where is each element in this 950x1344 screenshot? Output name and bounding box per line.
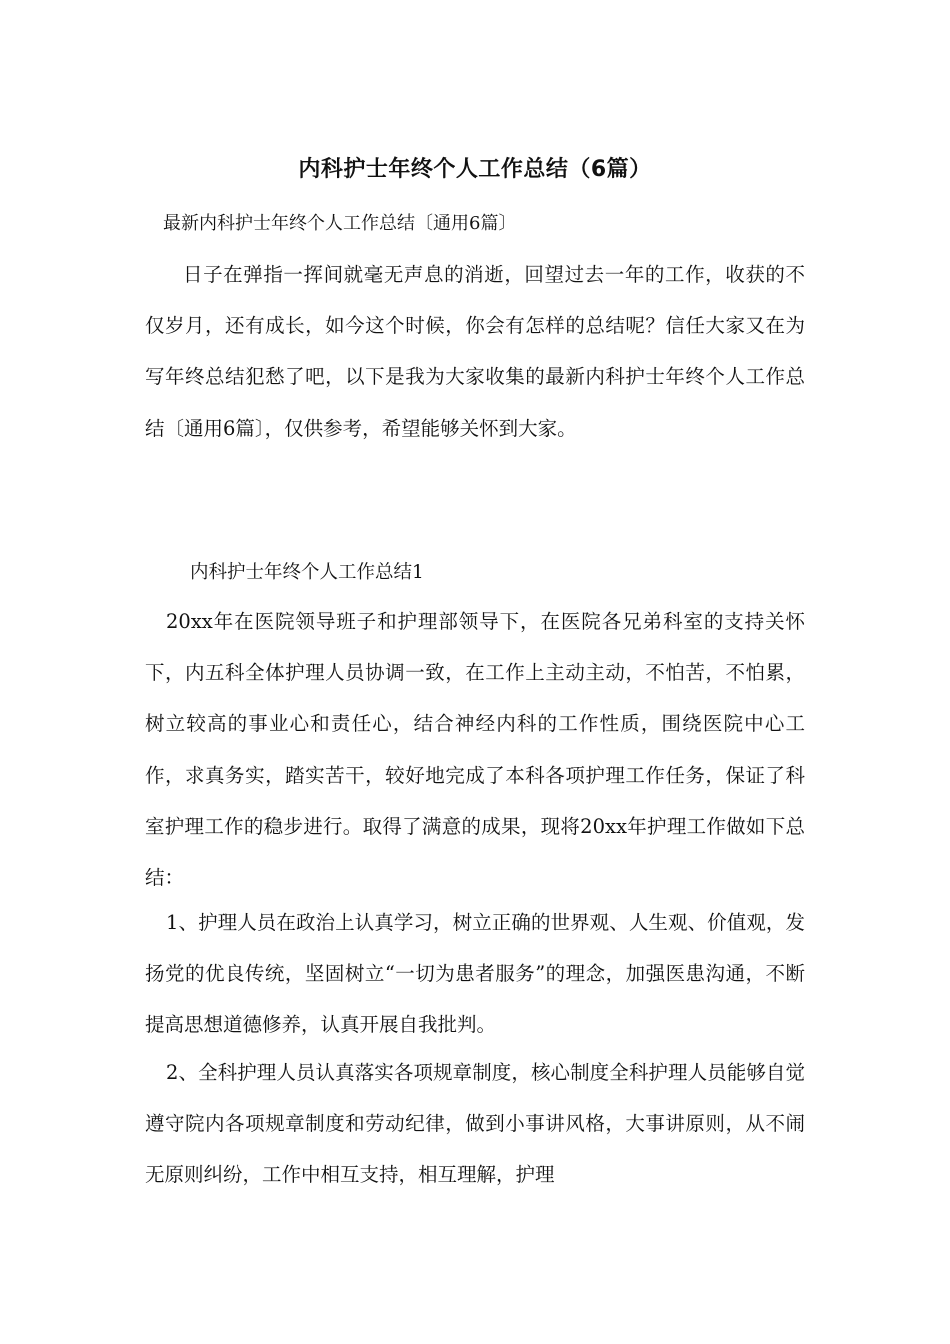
intro-paragraph: 日子在弹指一挥间就毫无声息的消逝，回望过去一年的工作，收获的不仅岁月，还有成长，如今这个时候，你会有怎样的总结呢？信任大家又在为写年终总结犯愁了吧，以下是我为大家收集的最新内科护士年终个人工作总结〔通用6篇〕，仅供参考，希望能够关怀到大家。: [145, 263, 805, 440]
document-subtitle: 最新内科护士年终个人工作总结〔通用6篇〕: [163, 213, 517, 234]
section-heading: 内科护士年终个人工作总结1: [190, 562, 424, 583]
document-title: 内科护士年终个人工作总结（6篇）: [298, 157, 652, 182]
body-paragraph: 2、全科护理人员认真落实各项规章制度，核心制度全科护理人员能够自觉遵守院内各项规章制度和劳动纪律，做到小事讲风格，大事讲原则，从不闹无原则纠纷，工作中相互支持，相互理解，护理: [145, 1061, 805, 1187]
body-paragraph: 1、护理人员在政治上认真学习，树立正确的世界观、人生观、价值观，发扬党的优良传统，坚固树立“一切为患者服务”的理念，加强医患沟通，不断提高思想道德修养，认真开展自我批判。: [145, 911, 805, 1037]
body-paragraph: 20xx年在医院领导班子和护理部领导下，在医院各兄弟科室的支持关怀下，内五科全体护理人员协调一致，在工作上主动主动，不怕苦，不怕累，树立较高的事业心和责任心，结合神经内科的工作性质，围绕医院中心工作，求真务实，踏实苦干，较好地完成了本科各项护理工作任务，保证了科室护理工作的稳步进行。取得了满意的成果，现将20xx年护理工作做如下总结：: [145, 610, 805, 890]
